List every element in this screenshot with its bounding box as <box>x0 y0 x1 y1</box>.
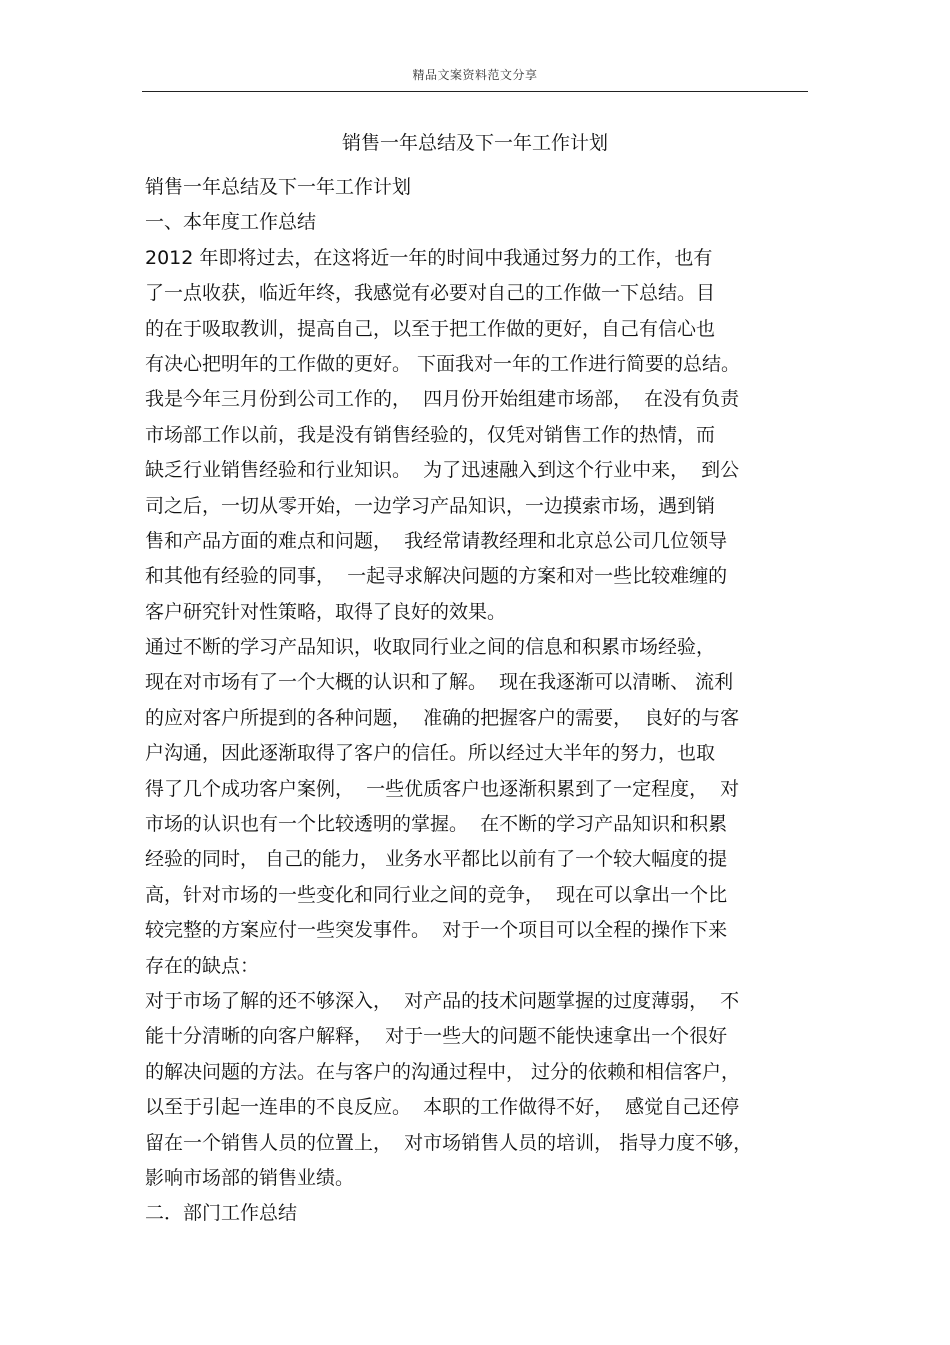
text-line: 高，针对市场的一些变化和同行业之间的竞争， 现在可以拿出一个比 <box>145 883 728 906</box>
text-line: 一、本年度工作总结 <box>145 211 317 234</box>
text-line: 我是今年三月份到公司工作的， 四月份开始组建市场部， 在没有负责 <box>145 388 740 411</box>
text-line: 的应对客户所提到的各种问题， 准确的把握客户的需要， 良好的与客 <box>145 706 740 729</box>
text-line: 和其他有经验的同事， 一起寻求解决问题的方案和对一些比较难缠的 <box>145 565 728 588</box>
text-line: 对于市场了解的还不够深入， 对产品的技术问题掌握的过度薄弱， 不 <box>145 989 740 1012</box>
text-line: 二．部门工作总结 <box>145 1202 298 1225</box>
text-line: 售和产品方面的难点和问题， 我经常请教经理和北京总公司几位领导 <box>145 529 728 552</box>
text-line: 司之后，一切从零开始，一边学习产品知识，一边摸索市场，遇到销 <box>145 494 716 517</box>
text-line: 影响市场部的销售业绩。 <box>145 1166 355 1189</box>
text-line: 能十分清晰的向客户解释， 对于一些大的问题不能快速拿出一个很好 <box>145 1025 728 1048</box>
document-body <box>145 170 810 1232</box>
text-line: 了一点收获，临近年终，我感觉有必要对自己的工作做一下总结。目 <box>145 282 716 305</box>
text-line: 现在对市场有了一个大概的认识和了解。 现在我逐渐可以清晰、 流利 <box>145 671 734 694</box>
text-line: 较完整的方案应付一些突发事件。 对于一个项目可以全程的操作下来 <box>145 919 728 942</box>
text-line: 2012 年即将过去，在这将近一年的时间中我通过努力的工作，也有 <box>145 246 713 269</box>
text-line: 通过不断的学习产品知识，收取同行业之间的信息和积累市场经验， <box>145 636 716 659</box>
text-line: 销售一年总结及下一年工作计划 <box>145 176 412 198</box>
header-divider <box>142 91 808 92</box>
text-line: 客户研究针对性策略，取得了良好的效果。 <box>145 600 507 623</box>
page-header: 精品文案资料范文分享 <box>412 68 538 82</box>
text-line: 缺乏行业销售经验和行业知识。 为了迅速融入到这个行业中来， 到公 <box>145 459 740 482</box>
text-line: 留在一个销售人员的位置上， 对市场销售人员的培训， 指导力度不够， <box>145 1131 753 1154</box>
text-line: 户沟通，因此逐渐取得了客户的信任。所以经过大半年的努力，也取 <box>145 742 716 765</box>
text-line: 以至于引起一连串的不良反应。 本职的工作做得不好， 感觉自己还停 <box>145 1096 740 1119</box>
text-line: 市场的认识也有一个比较透明的掌握。 在不断的学习产品知识和积累 <box>145 813 728 836</box>
text-line: 的解决问题的方法。在与客户的沟通过程中， 过分的依赖和相信客户， <box>145 1060 741 1083</box>
document-title: 销售一年总结及下一年工作计划 <box>341 132 608 154</box>
text-line: 存在的缺点： <box>145 954 260 977</box>
text-line: 经验的同时， 自己的能力， 业务水平都比以前有了一个较大幅度的提 <box>145 848 728 871</box>
text-line: 得了几个成功客户案例， 一些优质客户也逐渐积累到了一定程度， 对 <box>145 777 740 800</box>
text-line: 市场部工作以前，我是没有销售经验的，仅凭对销售工作的热情，而 <box>145 423 716 446</box>
text-line: 的在于吸取教训，提高自己，以至于把工作做的更好，自己有信心也 <box>145 317 716 340</box>
text-line: 有决心把明年的工作做的更好。 下面我对一年的工作进行简要的总结。 <box>145 352 741 375</box>
